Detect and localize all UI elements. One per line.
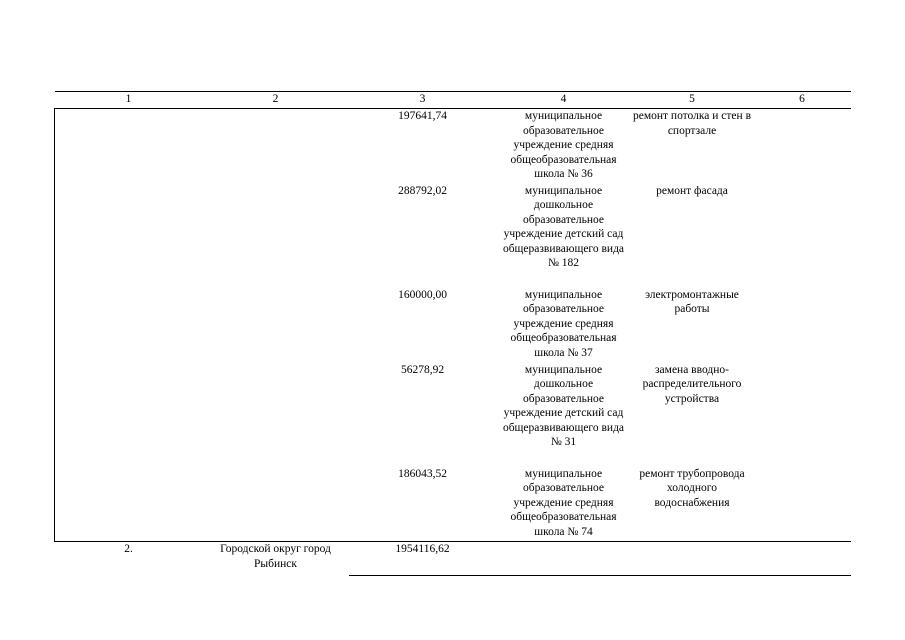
note-cell (754, 109, 851, 542)
row-number-cell: 2. (55, 542, 203, 576)
amount-cell: 1954116,62 (349, 542, 497, 576)
amount-cell: 160000,00 (398, 288, 447, 301)
work-cell: замена вводно-распределительного устройства (642, 363, 742, 405)
column-number-row (55, 92, 851, 109)
amount-cell: 197641,74 (398, 110, 447, 122)
municipality-cell: Городской округ город Рыбинск (203, 542, 349, 576)
column-header-5: 5 (631, 92, 754, 109)
work-cell: ремонт потолка и стен в спортзале (632, 110, 751, 137)
work-cell: электромонтажные работы (645, 288, 739, 315)
amount-cell: 186043,52 (398, 467, 447, 480)
institution-cell: муниципальное образовательное учреждение средняя общеобразовательная школа № 37 (510, 288, 617, 359)
work-cell: ремонт трубопровода холодного водоснабжения (639, 467, 745, 509)
column-header-1: 1 (55, 92, 203, 109)
institution-cell: муниципальное дошкольное образовательное учреждение детский сад общеразвивающего вида № 182 (502, 184, 625, 269)
work-cell (631, 542, 754, 576)
funding-table (54, 91, 851, 576)
institution-cell: муниципальное образовательное учреждение средняя общеобразовательная школа № 36 (510, 110, 617, 180)
table-row (55, 542, 851, 576)
note-cell (754, 542, 851, 576)
column-header-3: 3 (349, 92, 497, 109)
column-header-2: 2 (203, 92, 349, 109)
column-header-6: 6 (754, 92, 851, 109)
column-header-4: 4 (497, 92, 631, 109)
amount-cell: 56278,92 (400, 363, 445, 376)
work-cell: ремонт фасада (656, 184, 728, 197)
institution-cell (497, 542, 631, 576)
institution-cell: муниципальное образовательное учреждение средняя общеобразовательная школа № 74 (510, 467, 617, 538)
institution-cell: муниципальное дошкольное образовательное учреждение детский сад общеразвивающего вида № 31 (502, 363, 625, 448)
row-number-cell (55, 109, 203, 542)
municipality-cell (203, 109, 349, 542)
amount-cell: 288792,02 (398, 184, 447, 197)
table-row (55, 109, 851, 184)
